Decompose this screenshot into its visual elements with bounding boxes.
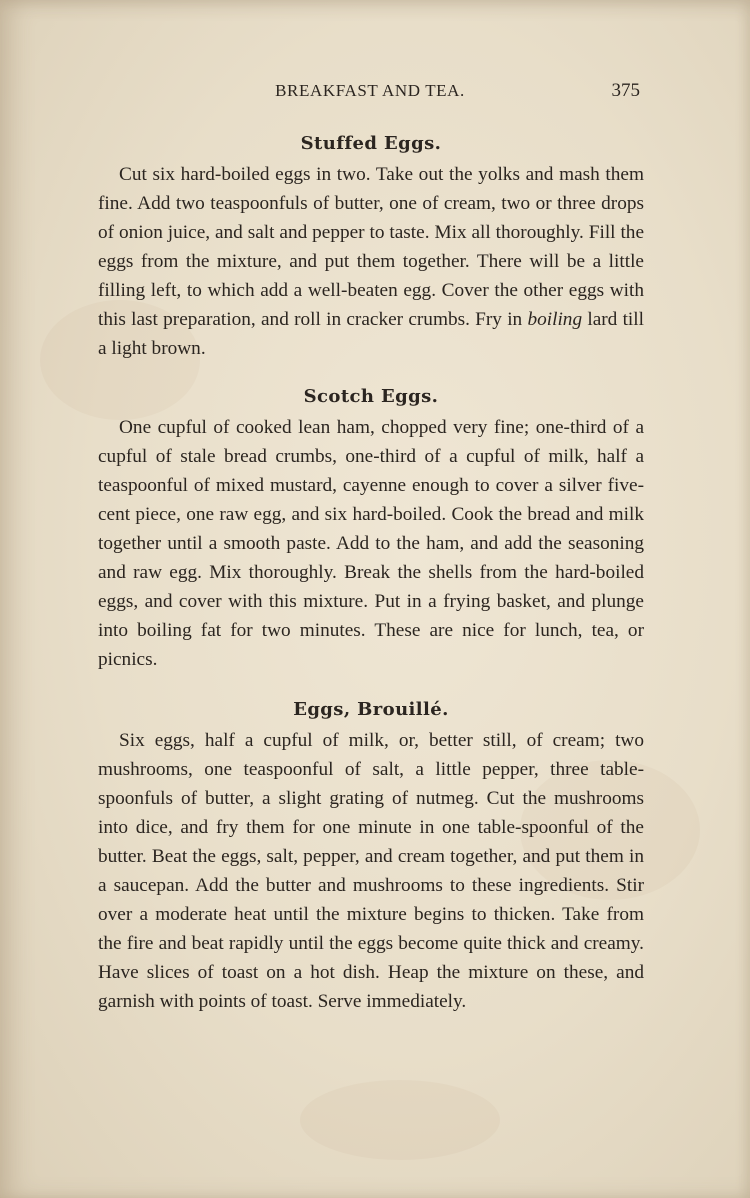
recipe-scotch-eggs: [98, 381, 644, 674]
page-content: [98, 128, 644, 1016]
recipe-body-text: Cut six hard-boiled eggs in two. Take out the yolks and mash them fine. Add two teaspoonfuls of butter, one of cream, two or three drops of onion juice, and salt and pepper to taste. Mix all thoroughly. Fill the eggs from the mixture, and put them together. There will be a little filling left, to which add a well-beaten egg. Cover the other eggs with this last preparation, and roll in cracker crumbs. Fry in: [98, 164, 644, 330]
page-number: 375: [611, 80, 640, 101]
recipe-body-end: lard till a light brown.: [98, 309, 645, 359]
recipe-body: Six eggs, half a cupful of milk, or, better still, of cream; two mushrooms, one teaspoonful of salt, a little pepper, three table-spoonfuls of butter, a slight grating of nutmeg. Cut the mushrooms into dice, and fry them for one minute in one table-spoonful of the butter. Beat the eggs, salt, pepper, and cream together, and put them in a saucepan. Add the butter and mushrooms to these ingredients. Stir over a moderate heat until the mixture begins to thicken. Take from the fire and beat rapidly until the eggs become quite thick and creamy. Have slices of toast on a hot dish. Heap the mixture on these, and garnish with points of toast. Serve immediately.: [98, 730, 644, 1012]
page-header: [96, 81, 644, 107]
recipe-title: Stuffed Eggs.: [300, 133, 442, 154]
section-gap: [98, 363, 644, 381]
recipe-body-italic: boiling: [527, 309, 583, 330]
recipe-body: [98, 160, 644, 363]
paper-stain: [300, 1080, 500, 1160]
recipe-body: One cupful of cooked lean ham, chopped very fine; one-third of a cupful of stale bread crumbs, one-third of a cupful of milk, half a teaspoonful of mixed mustard, cayenne enough to cover a silver five-cent piece, one raw egg, and six hard-boiled. Cook the bread and milk together until a smooth paste. Add to the ham, and add the seasoning and raw egg. Mix thoroughly. Break the shells from the hard-boiled eggs, and cover with this mixture. Put in a frying basket, and plunge into boiling fat for two minutes. These are nice for lunch, tea, or picnics.: [98, 417, 644, 670]
running-head: BREAKFAST AND TEA.: [275, 81, 465, 100]
recipe-stuffed-eggs: [98, 128, 644, 363]
recipe-title: Scotch Eggs.: [303, 386, 439, 407]
recipe-eggs-brouille: [98, 694, 644, 1016]
section-gap: [98, 674, 644, 694]
recipe-title: Eggs, Brouillé.: [293, 699, 449, 720]
